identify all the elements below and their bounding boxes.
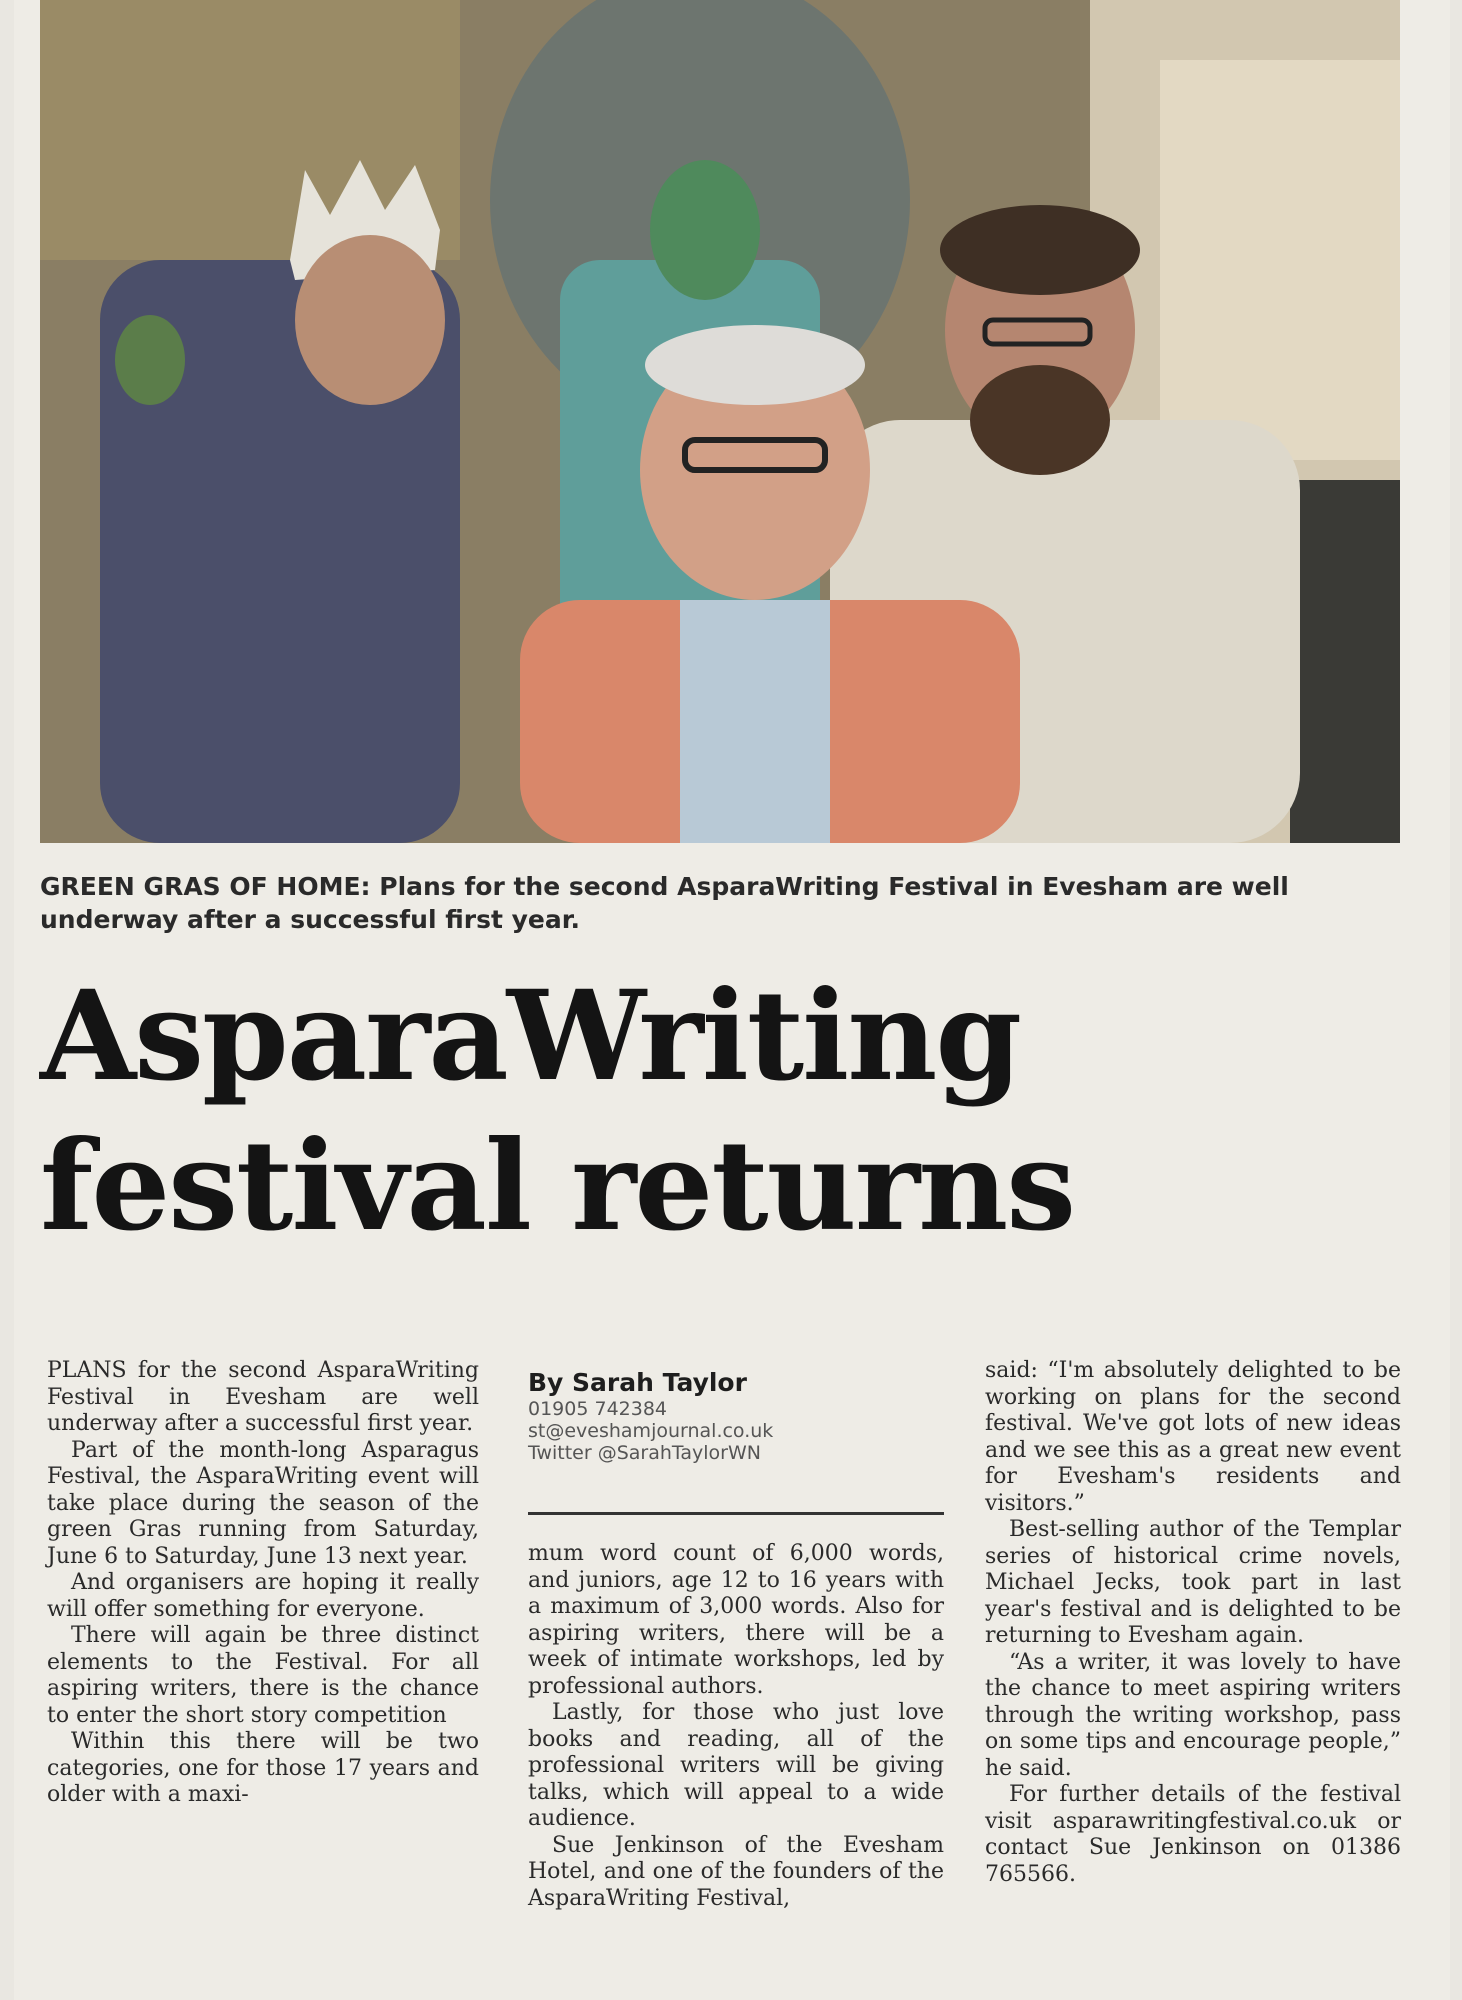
paragraph: Best-selling author of the Templar series of historical crime novels, Michael Jecks, took part in last year's festival and is delighted to be returning to Evesham again. xyxy=(985,1517,1401,1648)
paragraph: Within this there will be two categories, one for those 17 years and older with a maxi- xyxy=(47,1729,479,1807)
paragraph: There will again be three distinct elements to the Festival. For all aspiring writers, there is the chance to enter the short story competition xyxy=(47,1623,479,1728)
paragraph: “As a writer, it was lovely to have the chance to meet aspiring writers through the writing workshop, pass on some tips and encourage people,” he said. xyxy=(985,1649,1401,1781)
article-headline xyxy=(40,962,1420,1262)
byline-phone: 01905 742384 xyxy=(528,1398,668,1420)
paragraph: Lastly, for those who just love books and reading, all of the professional writers will be giving talks, which will appeal to a wide audience. xyxy=(528,1700,944,1831)
byline-divider xyxy=(528,1512,944,1515)
article-column-2 xyxy=(528,1541,944,1912)
byline xyxy=(528,1368,928,1464)
paragraph: Sue Jenkinson of the Evesham Hotel, and one of the founders of the AsparaWriting Festival, xyxy=(528,1832,944,1911)
article-column-3 xyxy=(985,1358,1401,1888)
paragraph: Part of the month-long Asparagus Festival, the AsparaWriting event will take place during the season of the green Gras running from Saturday, June 6 to Saturday, June 13 next year. xyxy=(47,1437,479,1569)
paragraph: And organisers are hoping it really will offer something for everyone. xyxy=(47,1570,479,1622)
article-column-1 xyxy=(47,1358,479,1809)
byline-author: By Sarah Taylor xyxy=(528,1368,747,1397)
photo-illustration xyxy=(40,0,1400,843)
byline-email: st@eveshamjournal.co.uk xyxy=(528,1420,774,1442)
paragraph: PLANS for the second AsparaWriting Festival in Evesham are well underway after a successful first year. xyxy=(47,1358,479,1436)
paragraph: mum word count of 6,000 words, and juniors, age 12 to 16 years with a maximum of 3,000 words. Also for aspiring writers, there will be a week of intimate workshops, led by professional authors. xyxy=(528,1541,944,1699)
headline-line-1: AsparaWriting xyxy=(40,964,1021,1109)
byline-twitter: Twitter @SarahTaylorWN xyxy=(528,1442,761,1464)
paragraph: For further details of the festival visit asparawritingfestival.co.uk or contact Sue Jenkinson on 01386 765566. xyxy=(985,1782,1401,1887)
caption-label: GREEN GRAS OF HOME: xyxy=(40,872,371,901)
photo-caption xyxy=(40,870,1420,936)
headline-line-2: festival returns xyxy=(40,1114,1075,1259)
paragraph: said: “I'm absolutely delighted to be working on plans for the second festival. We've got lots of new ideas and we see this as a great new event for Evesham's residents and visitors.” xyxy=(985,1358,1401,1516)
caption-text: Plans for the second AsparaWriting Festival in Evesham are well underway after a successful first year. xyxy=(40,872,1289,934)
article-photo xyxy=(40,0,1400,843)
